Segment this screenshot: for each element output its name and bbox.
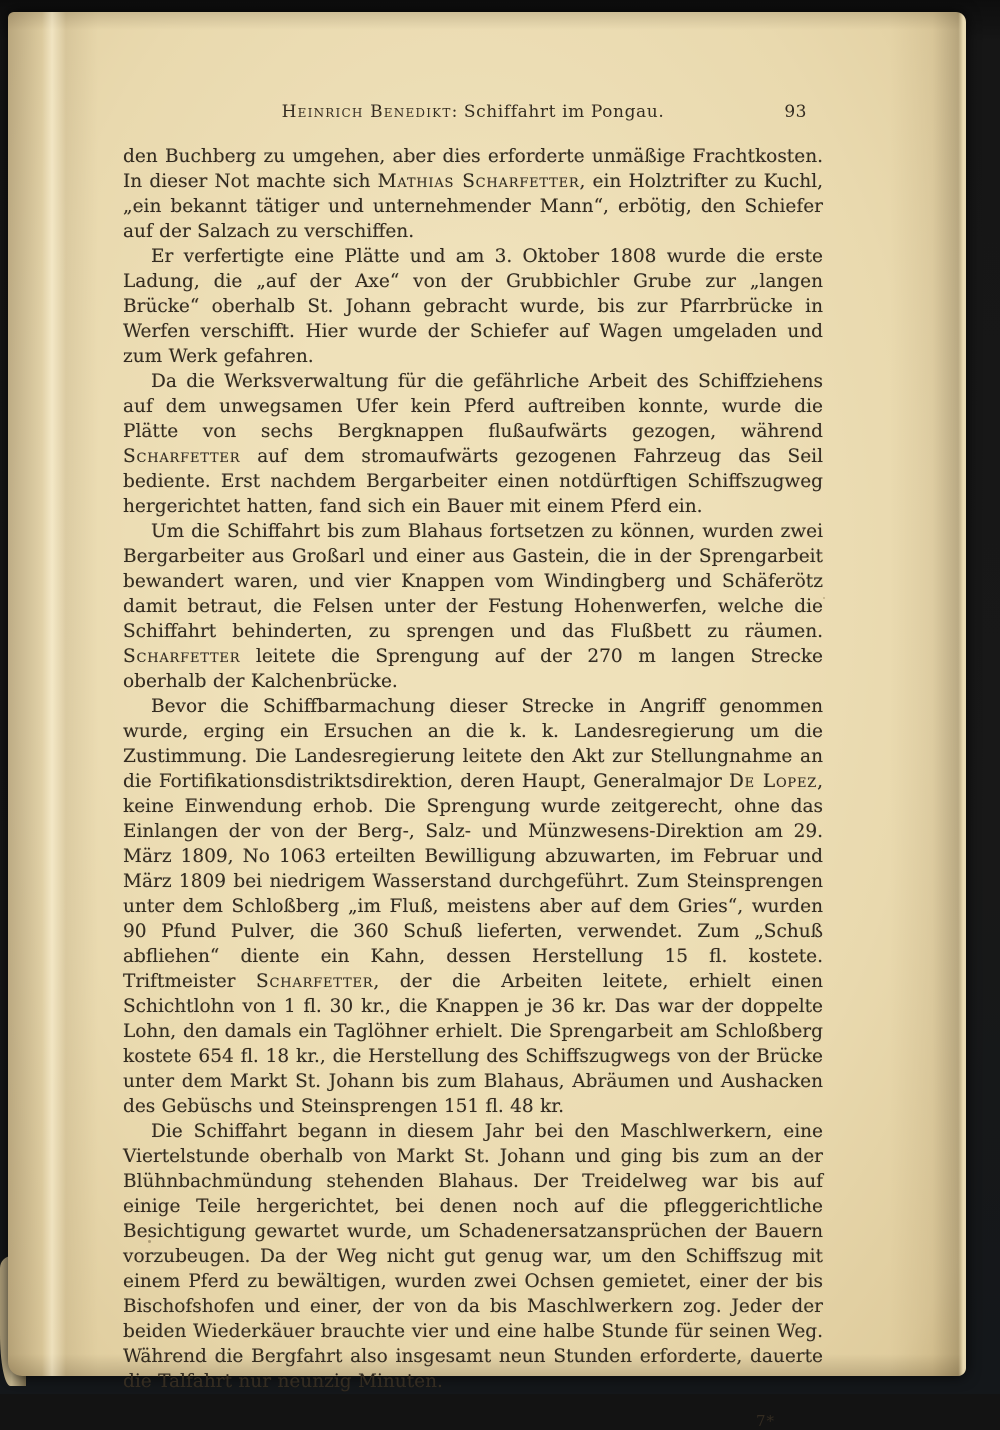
body-text xyxy=(123,144,823,1394)
paragraph-text: auf dem stromaufwärts gezogenen Fahrzeug das Seil bediente. Erst nachdem Bergarbeiter einen notdürftigen Schiffszugweg hergerichtet hatten, fand sich ein Bauer mit einem Pferd ein. xyxy=(123,446,823,517)
paragraph-text: , keine Einwendung erhob. Die Sprengung wurde zeitgerecht, ohne das Einlangen der von der Berg-, Salz- und Münzwesens-Direktion am 29. März 1809, No 1063 erteilten Bewilligung abzuwarten, im Februar und März 1809 bei niedrigem Wasserstand durchgeführt. Zum Steinsprengen unter dem Schloßberg „im Fluß, meistens aber auf dem Gries“, wurden 90 Pfund Pulver, die 360 Schuß lieferten, verwendet. Zum „Schuß abfliehen“ diente ein Kahn, dessen Herstellung 15 fl. kostete. Triftmeister xyxy=(123,771,823,992)
running-head-title: : Schiffahrt im Pongau. xyxy=(451,102,665,122)
person-name-smallcaps: Scharfetter xyxy=(123,646,241,667)
body-paragraph xyxy=(123,369,823,519)
paragraph-text: Die Schiffahrt begann in diesem Jahr bei den Maschlwerkern, eine Viertelstunde oberhalb von Markt St. Johann und ging bis zum an der Blühnbachmündung stehenden Blahaus. Der Treidelweg war bis auf einige Teile hergerichtet, bei denen noch auf die pfleggerichtliche Besichtigung gewartet wurde, um Schadenersatzansprüchen der Bauern vorzubeugen. Da der Weg nicht gut genug war, um den Schiffszug mit einem Pferd zu bewältigen, wurden zwei Ochsen gemietet, einer der bis Bischofshofen und einer, der von da bis Maschlwerkern zog. Jeder der beiden Wiederkäuer brauchte vier und eine halbe Stunde für seinen Weg. Während die Bergfahrt also insgesamt neun Stunden erforderte, dauerte die Talfahrt nur neunzig Minuten. xyxy=(123,1121,823,1392)
page-content xyxy=(123,102,823,1430)
body-paragraph xyxy=(123,519,823,694)
printer-signature-mark: 7* xyxy=(755,1412,775,1430)
body-paragraph xyxy=(123,1119,823,1394)
body-paragraph xyxy=(123,694,823,1119)
paragraph-text: , der die Arbeiten leitete, erhielt einen Schichtlohn von 1 fl. 30 kr., die Knappen je 36 kr. Das war der doppelte Lohn, den damals ein Taglöhner erhielt. Die Sprengarbeit am Schloßberg kostete 654 fl. 18 kr., die Herstellung des Schiffszugwegs von der Brücke unter dem Markt St. Johann bis zum Blahaus, Abräumen und Aushacken des Gebüschs und Steinsprengen 151 fl. 48 kr. xyxy=(123,971,823,1117)
scanned-book-page xyxy=(8,12,966,1430)
paragraph-text: Da die Werksverwaltung für die gefährliche Arbeit des Schiffziehens auf dem unwegsamen Ufer kein Pferd auftreiben konnte, wurde die Plätte von sechs Bergknappen flußaufwärts gezogen, während xyxy=(123,371,823,442)
scan-speck xyxy=(823,597,825,599)
person-name-smallcaps: De Lopez xyxy=(729,771,818,792)
running-head xyxy=(123,102,823,122)
page-number: 93 xyxy=(784,102,807,122)
paragraph-text: Er verfertigte eine Plätte und am 3. Oktober 1808 wurde die erste Ladung, die „auf der Axe“ von der Grubbichler Grube zur „langen Brücke“ oberhalb St. Johann gebracht wurde, bis zur Pfarrbrücke in Werfen verschifft. Hier wurde der Schiefer auf Wagen umgeladen und zum Werk gefahren. xyxy=(123,246,823,367)
paragraph-text: , ein Holztrifter zu Kuchl, „ein bekannt tätiger und unternehmender Mann“, erbötig, den Schiefer auf der Salzach zu verschiffen. xyxy=(123,171,823,242)
body-paragraph xyxy=(123,244,823,369)
person-name-smallcaps: Mathias Scharfetter xyxy=(377,171,580,192)
person-name-smallcaps: Scharfetter xyxy=(256,971,374,992)
person-name-smallcaps: Scharfetter xyxy=(123,446,241,467)
paragraph-text: Bevor die Schiffbarmachung dieser Strecke in Angriff genommen wurde, erging ein Ersuchen an die k. k. Landesregierung um die Zustimmung. Die Landesregierung leitete den Akt zur Stellungnahme an die Fortifikationsdistriktsdirektion, deren Haupt, Generalmajor xyxy=(123,696,823,792)
paragraph-text: den Buchberg zu umgehen, aber dies erforderte unmäßige Frachtkosten. In dieser Not machte sich xyxy=(123,146,823,192)
paragraph-text: Um die Schiffahrt bis zum Blahaus fortsetzen zu können, wurden zwei Bergarbeiter aus Großarl und einer aus Gastein, die in der Sprengarbeit bewandert waren, und vier Knappen vom Windingberg und Schäferötz damit betraut, die Felsen unter der Festung Hohenwerfen, welche die Schiffahrt behinderten, zu sprengen und das Flußbett zu räumen. xyxy=(123,521,823,642)
paragraph-text: leitete die Sprengung auf der 270 m langen Strecke oberhalb der Kalchenbrücke. xyxy=(123,646,823,692)
author-name: Heinrich Benedikt xyxy=(281,102,452,122)
body-paragraph xyxy=(123,144,823,244)
